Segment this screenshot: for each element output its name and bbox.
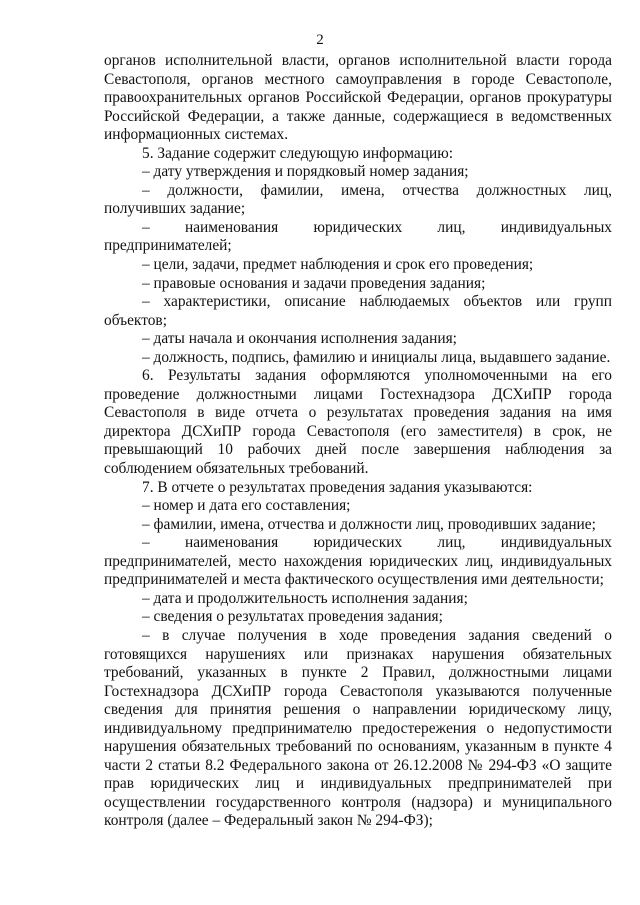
list-item: – сведения о результатах проведения задания; xyxy=(142,608,443,626)
list-item: – должности, фамилии, имена, отчества должностных лиц, получивших задание; xyxy=(104,181,612,218)
list-item: – номер и дата его составления; xyxy=(142,497,351,515)
list-item: – дата и продолжительность исполнения задания; xyxy=(142,589,468,607)
list-item: – даты начала и окончания исполнения задания; xyxy=(142,330,457,348)
paragraph-item-7: 7. В отчете о результатах проведения задания указываются: xyxy=(142,478,533,496)
page-number: 2 xyxy=(316,32,324,48)
document-body xyxy=(104,52,612,831)
list-item: – фамилии, имена, отчества и должности лиц, проводивших задание; xyxy=(142,515,596,533)
list-item: – наименования юридических лиц, индивидуальных предпринимателей, место нахождения юридических лиц, индивидуальных предпринимателей и места фактического осуществления ими деятельности; xyxy=(104,534,612,589)
list-item: – должность, подпись, фамилию и инициалы лица, выдавшего задание. xyxy=(142,348,611,366)
list-item: – правовые основания и задачи проведения задания; xyxy=(142,274,486,292)
list-item: – цели, задачи, предмет наблюдения и срок его проведения; xyxy=(142,256,534,274)
paragraph-item-5: 5. Задание содержит следующую информацию: xyxy=(142,144,453,162)
list-item: – характеристики, описание наблюдаемых объектов или групп объектов; xyxy=(104,293,612,329)
list-item: – в случае получения в ходе проведения задания сведений о готовящихся нарушениях или признаках нарушения обязательных требований, указанных в пункте 2 Правил, должностными лицами Гостехнадзора ДСХиПР города Севастополя указываются полученные сведения для принятия решения о направлении юридическому лицу, индивидуальному предпринимателю предостережения о недопустимости нарушения обязательных требований по основаниям, указанным в пункте 4 части 2 статьи 8.2 Федерального закона от 26.12.2008 № 294-ФЗ «О защите прав юридических лиц и индивидуальных предпринимателей при осуществлении государственного контроля (надзора) и муниципального контроля (далее – Федеральный закон № 294-ФЗ); xyxy=(104,626,612,830)
paragraph-continuation: органов исполнительной власти, органов исполнительной власти города Севастополя, органов местного самоуправления в городе Севастополе, правоохранительных органов Российской Федерации, органов прокуратуры Российской Федерации, а также данные, содержащиеся в ведомственных информационных системах. xyxy=(104,52,612,144)
list-item: – наименования юридических лиц, индивидуальных предпринимателей; xyxy=(104,218,612,255)
paragraph-item-6: 6. Результаты задания оформляются уполномоченными на его проведение должностными лицами Гостехнадзора ДСХиПР города Севастополя в виде отчета о результатах проведения задания на имя директора ДСХиПР города Севастополя (его заместителя) в срок, не превышающий 10 рабочих дней после завершения наблюдения за соблюдением обязательных требований. xyxy=(104,367,612,478)
list-item: – дату утверждения и порядковый номер задания; xyxy=(142,163,469,181)
